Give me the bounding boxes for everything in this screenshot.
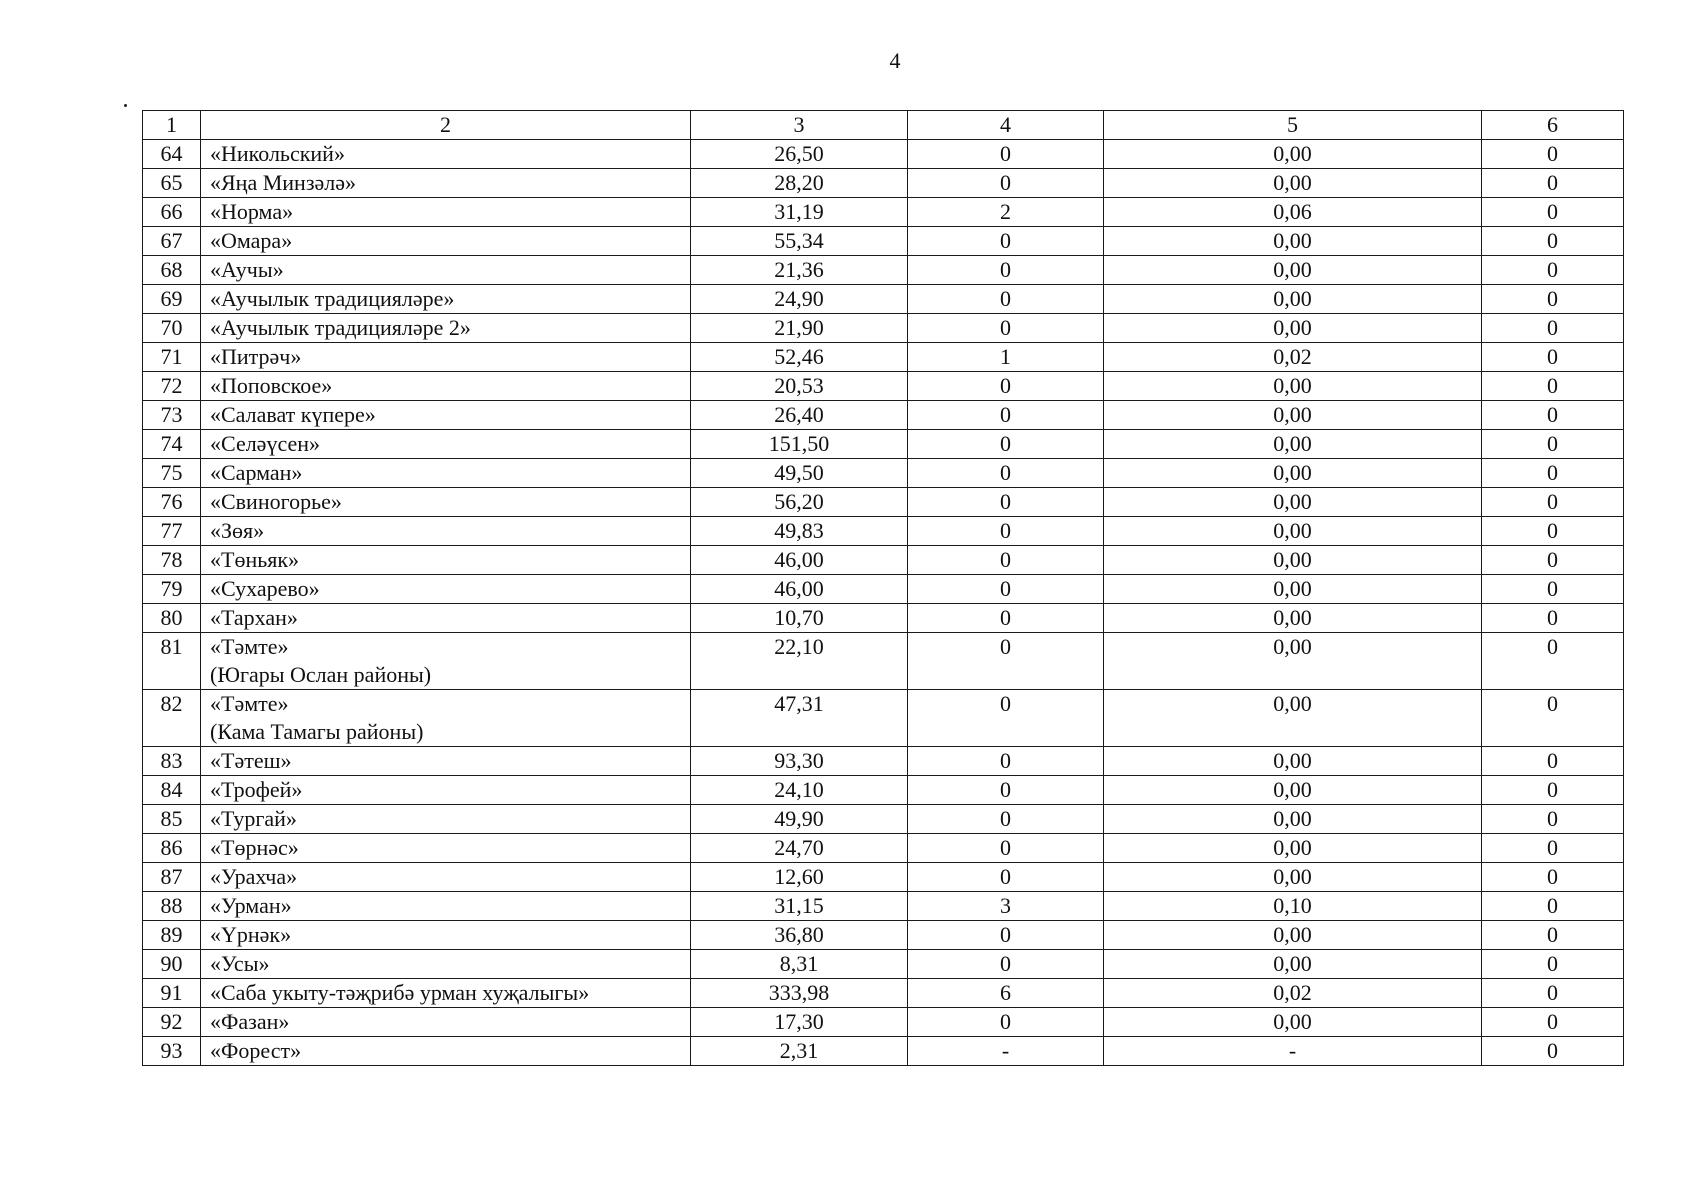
column-5-cell: 0,00	[1104, 256, 1482, 285]
column-4-cell: 0	[908, 488, 1104, 517]
table-row	[143, 227, 1624, 256]
column-4-cell: 3	[908, 892, 1104, 921]
column-6-cell: 0	[1482, 169, 1624, 198]
column-6-cell: 0	[1482, 979, 1624, 1008]
name-line: (Югары Ослан районы)	[210, 662, 432, 687]
column-5-cell: 0,10	[1104, 892, 1482, 921]
column-5-cell: 0,00	[1104, 747, 1482, 776]
name-line: «Поповское»	[210, 373, 333, 398]
table-row	[143, 314, 1624, 343]
column-5-cell: 0,00	[1104, 459, 1482, 488]
column-6-cell: 0	[1482, 372, 1624, 401]
name-cell	[201, 604, 691, 633]
column-5-cell: 0,06	[1104, 198, 1482, 227]
column-5-cell: 0,00	[1104, 430, 1482, 459]
name-line: «Тәмте»	[210, 634, 289, 659]
name-line: «Урман»	[210, 893, 292, 918]
column-5-cell: 0,00	[1104, 863, 1482, 892]
table-row	[143, 747, 1624, 776]
row-number-cell: 93	[143, 1037, 201, 1066]
column-4-cell: 0	[908, 401, 1104, 430]
table-row	[143, 546, 1624, 575]
column-4-cell: 0	[908, 372, 1104, 401]
column-3-cell: 17,30	[691, 1008, 908, 1037]
name-cell	[201, 690, 691, 747]
table-row	[143, 604, 1624, 633]
column-4-cell: 0	[908, 747, 1104, 776]
table-row	[143, 256, 1624, 285]
row-number-cell: 67	[143, 227, 201, 256]
column-5-cell: 0,00	[1104, 834, 1482, 863]
table-row	[143, 488, 1624, 517]
column-3-cell: 49,90	[691, 805, 908, 834]
table-row	[143, 1037, 1624, 1066]
row-number-cell: 76	[143, 488, 201, 517]
name-line: «Трофей»	[210, 777, 303, 802]
column-3-cell: 47,31	[691, 690, 908, 747]
header-cell: 4	[908, 111, 1104, 140]
table-row	[143, 401, 1624, 430]
column-5-cell: 0,00	[1104, 372, 1482, 401]
column-5-cell: 0,00	[1104, 575, 1482, 604]
name-cell	[201, 430, 691, 459]
column-5-cell: 0,00	[1104, 776, 1482, 805]
header-cell: 3	[691, 111, 908, 140]
column-5-cell: 0,00	[1104, 140, 1482, 169]
column-4-cell: 2	[908, 198, 1104, 227]
column-5-cell: -	[1104, 1037, 1482, 1066]
column-6-cell: 0	[1482, 950, 1624, 979]
name-cell	[201, 921, 691, 950]
table-row	[143, 776, 1624, 805]
table-row	[143, 430, 1624, 459]
column-6-cell: 0	[1482, 227, 1624, 256]
table-row	[143, 198, 1624, 227]
name-cell	[201, 140, 691, 169]
name-line: «Тархан»	[210, 605, 298, 630]
name-cell	[201, 979, 691, 1008]
name-cell	[201, 776, 691, 805]
column-5-cell: 0,00	[1104, 401, 1482, 430]
name-cell	[201, 575, 691, 604]
column-3-cell: 22,10	[691, 633, 908, 690]
table-row	[143, 140, 1624, 169]
row-number-cell: 89	[143, 921, 201, 950]
name-line: «Фазан»	[210, 1009, 290, 1034]
column-4-cell: 0	[908, 546, 1104, 575]
column-6-cell: 0	[1482, 285, 1624, 314]
column-6-cell: 0	[1482, 690, 1624, 747]
column-6-cell: 0	[1482, 1008, 1624, 1037]
column-5-cell: 0,00	[1104, 690, 1482, 747]
column-3-cell: 20,53	[691, 372, 908, 401]
name-cell	[201, 892, 691, 921]
row-number-cell: 80	[143, 604, 201, 633]
row-number-cell: 72	[143, 372, 201, 401]
column-5-cell: 0,00	[1104, 950, 1482, 979]
column-6-cell: 0	[1482, 747, 1624, 776]
column-4-cell: 0	[908, 805, 1104, 834]
column-4-cell: 0	[908, 776, 1104, 805]
column-5-cell: 0,00	[1104, 517, 1482, 546]
name-line: «Төрнәс»	[210, 835, 299, 860]
column-5-cell: 0,00	[1104, 314, 1482, 343]
row-number-cell: 70	[143, 314, 201, 343]
table-row	[143, 285, 1624, 314]
name-line: «Үрнәк»	[210, 922, 292, 947]
table-row	[143, 343, 1624, 372]
column-6-cell: 0	[1482, 575, 1624, 604]
row-number-cell: 85	[143, 805, 201, 834]
name-cell	[201, 401, 691, 430]
name-line: «Сухарево»	[210, 576, 320, 601]
column-4-cell: 0	[908, 950, 1104, 979]
name-cell	[201, 834, 691, 863]
column-4-cell: 0	[908, 169, 1104, 198]
name-line: «Тәмте»	[210, 691, 289, 716]
column-4-cell: 0	[908, 921, 1104, 950]
column-3-cell: 151,50	[691, 430, 908, 459]
table-row	[143, 863, 1624, 892]
column-5-cell: 0,02	[1104, 979, 1482, 1008]
name-cell	[201, 747, 691, 776]
column-6-cell: 0	[1482, 805, 1624, 834]
name-cell	[201, 517, 691, 546]
row-number-cell: 77	[143, 517, 201, 546]
table-body	[143, 140, 1624, 1066]
table-row	[143, 979, 1624, 1008]
column-4-cell: 0	[908, 314, 1104, 343]
row-number-cell: 83	[143, 747, 201, 776]
column-4-cell: 0	[908, 633, 1104, 690]
column-6-cell: 0	[1482, 1037, 1624, 1066]
row-number-cell: 90	[143, 950, 201, 979]
column-4-cell: 0	[908, 1008, 1104, 1037]
column-6-cell: 0	[1482, 604, 1624, 633]
row-number-cell: 64	[143, 140, 201, 169]
header-cell: 5	[1104, 111, 1482, 140]
name-line: «Зөя»	[210, 518, 265, 543]
name-cell	[201, 546, 691, 575]
column-6-cell: 0	[1482, 140, 1624, 169]
table-row	[143, 950, 1624, 979]
name-line: «Урахча»	[210, 864, 298, 889]
column-4-cell: 1	[908, 343, 1104, 372]
column-5-cell: 0,00	[1104, 1008, 1482, 1037]
name-cell	[201, 863, 691, 892]
column-6-cell: 0	[1482, 343, 1624, 372]
name-line: «Норма»	[210, 199, 294, 224]
column-5-cell: 0,00	[1104, 285, 1482, 314]
row-number-cell: 81	[143, 633, 201, 690]
column-5-cell: 0,00	[1104, 921, 1482, 950]
column-3-cell: 26,40	[691, 401, 908, 430]
name-line: «Салават күпере»	[210, 402, 376, 427]
name-line: «Никольский»	[210, 141, 345, 166]
column-4-cell: 0	[908, 256, 1104, 285]
name-line: «Селәүсен»	[210, 431, 321, 456]
column-5-cell: 0,00	[1104, 633, 1482, 690]
name-cell	[201, 169, 691, 198]
name-line: «Аучы»	[210, 257, 284, 282]
column-5-cell: 0,00	[1104, 169, 1482, 198]
table-row	[143, 169, 1624, 198]
column-5-cell: 0,00	[1104, 546, 1482, 575]
row-number-cell: 65	[143, 169, 201, 198]
name-line: «Питрәч»	[210, 344, 302, 369]
name-cell	[201, 1008, 691, 1037]
column-4-cell: 0	[908, 604, 1104, 633]
column-5-cell: 0,00	[1104, 488, 1482, 517]
column-5-cell: 0,00	[1104, 805, 1482, 834]
column-3-cell: 46,00	[691, 575, 908, 604]
table-row	[143, 892, 1624, 921]
name-cell	[201, 459, 691, 488]
name-line: «Омара»	[210, 228, 293, 253]
column-6-cell: 0	[1482, 776, 1624, 805]
row-number-cell: 73	[143, 401, 201, 430]
name-cell	[201, 198, 691, 227]
column-4-cell: 0	[908, 863, 1104, 892]
table-row	[143, 459, 1624, 488]
column-4-cell: 0	[908, 690, 1104, 747]
column-6-cell: 0	[1482, 834, 1624, 863]
name-line: «Сарман»	[210, 460, 303, 485]
row-number-cell: 78	[143, 546, 201, 575]
table-header-row	[143, 111, 1624, 140]
row-number-cell: 87	[143, 863, 201, 892]
column-6-cell: 0	[1482, 256, 1624, 285]
name-cell	[201, 1037, 691, 1066]
column-6-cell: 0	[1482, 401, 1624, 430]
page-number: 4	[889, 48, 901, 73]
column-5-cell: 0,00	[1104, 604, 1482, 633]
table-row	[143, 575, 1624, 604]
name-line: «Тургай»	[210, 806, 297, 831]
name-line: «Свиногорье»	[210, 489, 342, 514]
name-cell	[201, 285, 691, 314]
column-3-cell: 10,70	[691, 604, 908, 633]
table-row	[143, 372, 1624, 401]
column-3-cell: 49,50	[691, 459, 908, 488]
column-3-cell: 8,31	[691, 950, 908, 979]
row-number-cell: 91	[143, 979, 201, 1008]
header-cell: 2	[201, 111, 691, 140]
row-number-cell: 88	[143, 892, 201, 921]
column-3-cell: 31,15	[691, 892, 908, 921]
name-line: «Усы»	[210, 951, 270, 976]
column-6-cell: 0	[1482, 430, 1624, 459]
name-cell	[201, 950, 691, 979]
row-number-cell: 92	[143, 1008, 201, 1037]
row-number-cell: 82	[143, 690, 201, 747]
name-line: «Төньяк»	[210, 547, 300, 572]
column-3-cell: 56,20	[691, 488, 908, 517]
column-6-cell: 0	[1482, 198, 1624, 227]
data-table-container	[142, 110, 1624, 1066]
row-number-cell: 68	[143, 256, 201, 285]
column-6-cell: 0	[1482, 546, 1624, 575]
column-3-cell: 12,60	[691, 863, 908, 892]
column-6-cell: 0	[1482, 921, 1624, 950]
name-line: «Аучылык традицияләре»	[210, 286, 455, 311]
column-3-cell: 21,90	[691, 314, 908, 343]
name-cell	[201, 227, 691, 256]
column-4-cell: 0	[908, 140, 1104, 169]
column-3-cell: 21,36	[691, 256, 908, 285]
column-5-cell: 0,00	[1104, 227, 1482, 256]
name-cell	[201, 372, 691, 401]
column-4-cell: 0	[908, 575, 1104, 604]
header-cell: 6	[1482, 111, 1624, 140]
row-number-cell: 69	[143, 285, 201, 314]
name-cell	[201, 805, 691, 834]
column-3-cell: 49,83	[691, 517, 908, 546]
column-4-cell: 0	[908, 517, 1104, 546]
column-3-cell: 31,19	[691, 198, 908, 227]
column-3-cell: 93,30	[691, 747, 908, 776]
name-cell	[201, 314, 691, 343]
table-row	[143, 921, 1624, 950]
column-4-cell: 6	[908, 979, 1104, 1008]
row-number-cell: 79	[143, 575, 201, 604]
row-number-cell: 75	[143, 459, 201, 488]
column-3-cell: 36,80	[691, 921, 908, 950]
name-line: «Саба укыту-тәҗрибә урман хуҗалыгы»	[210, 980, 590, 1005]
row-number-cell: 66	[143, 198, 201, 227]
row-number-cell: 84	[143, 776, 201, 805]
table-row	[143, 834, 1624, 863]
column-4-cell: 0	[908, 227, 1104, 256]
table-row	[143, 517, 1624, 546]
name-line: «Яңа Минзәлә»	[210, 170, 357, 195]
column-3-cell: 24,90	[691, 285, 908, 314]
column-6-cell: 0	[1482, 892, 1624, 921]
table-row	[143, 1008, 1624, 1037]
name-line: «Форест»	[210, 1038, 302, 1063]
column-4-cell: -	[908, 1037, 1104, 1066]
column-6-cell: 0	[1482, 517, 1624, 546]
name-cell	[201, 256, 691, 285]
data-table	[142, 110, 1624, 1066]
name-cell	[201, 343, 691, 372]
row-number-cell: 74	[143, 430, 201, 459]
column-3-cell: 52,46	[691, 343, 908, 372]
column-6-cell: 0	[1482, 459, 1624, 488]
column-3-cell: 28,20	[691, 169, 908, 198]
column-4-cell: 0	[908, 459, 1104, 488]
column-3-cell: 24,10	[691, 776, 908, 805]
name-cell	[201, 633, 691, 690]
header-cell: 1	[143, 111, 201, 140]
name-line: (Кама Тамагы районы)	[210, 719, 424, 744]
row-number-cell: 86	[143, 834, 201, 863]
column-6-cell: 0	[1482, 863, 1624, 892]
column-4-cell: 0	[908, 285, 1104, 314]
row-number-cell: 71	[143, 343, 201, 372]
column-6-cell: 0	[1482, 633, 1624, 690]
column-6-cell: 0	[1482, 314, 1624, 343]
column-3-cell: 46,00	[691, 546, 908, 575]
column-3-cell: 24,70	[691, 834, 908, 863]
column-3-cell: 2,31	[691, 1037, 908, 1066]
table-row	[143, 805, 1624, 834]
column-4-cell: 0	[908, 834, 1104, 863]
scan-speck	[124, 104, 127, 107]
name-line: «Тәтеш»	[210, 748, 292, 773]
column-3-cell: 26,50	[691, 140, 908, 169]
column-5-cell: 0,02	[1104, 343, 1482, 372]
name-line: «Аучылык традицияләре 2»	[210, 315, 471, 340]
column-6-cell: 0	[1482, 488, 1624, 517]
table-row	[143, 633, 1624, 690]
table-row	[143, 690, 1624, 747]
column-4-cell: 0	[908, 430, 1104, 459]
column-3-cell: 333,98	[691, 979, 908, 1008]
column-3-cell: 55,34	[691, 227, 908, 256]
name-cell	[201, 488, 691, 517]
